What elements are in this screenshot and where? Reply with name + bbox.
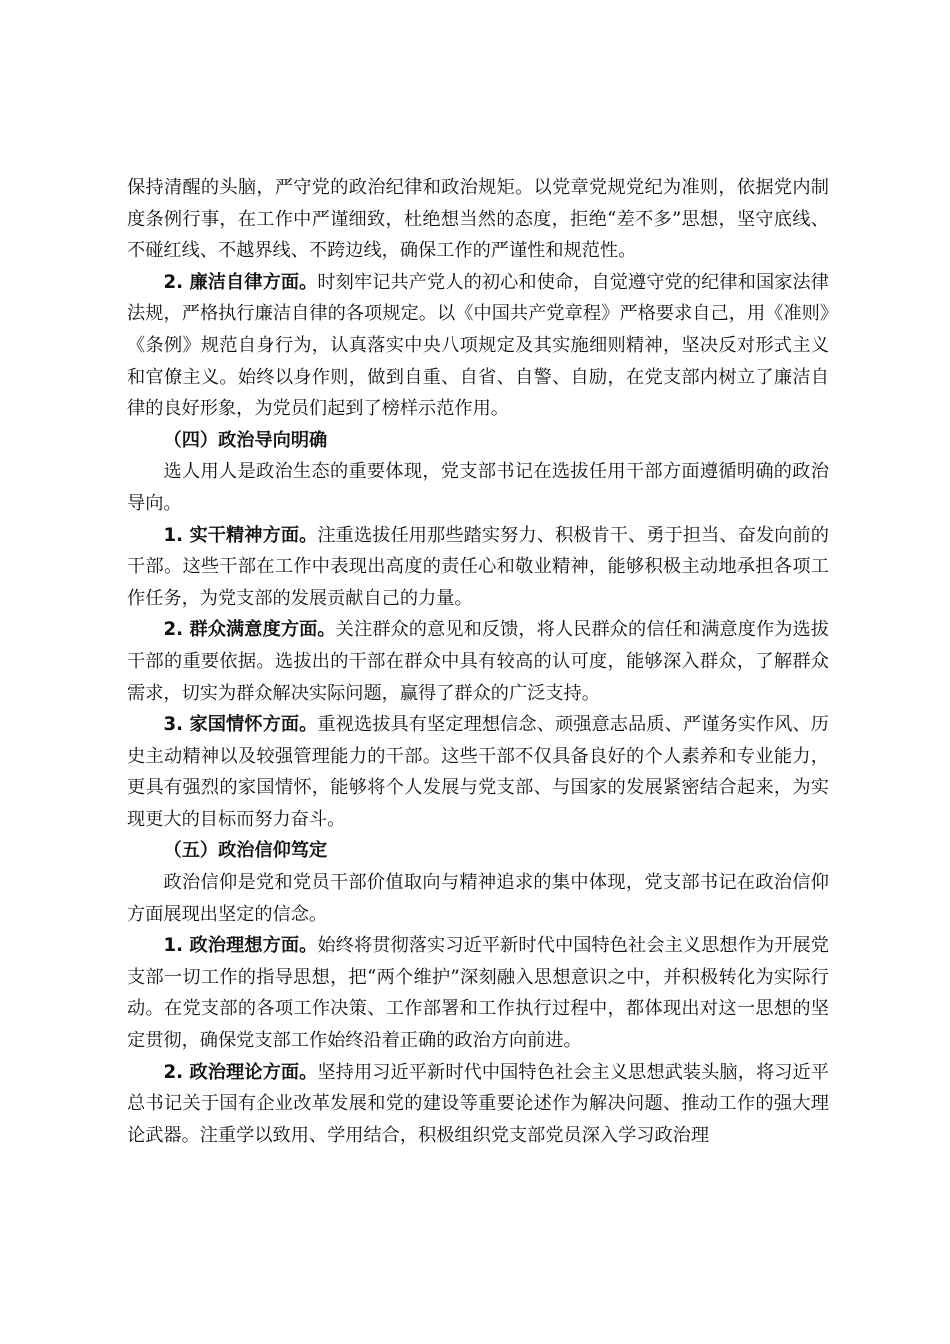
paragraph-lead: 2. 廉洁自律方面。 — [163, 271, 318, 293]
paragraph-integrity — [127, 267, 829, 425]
paragraph-public-satisfaction — [127, 614, 829, 709]
paragraph-lead: 2. 群众满意度方面。 — [163, 619, 336, 641]
paragraph-lead: 1. 政治理想方面。 — [163, 935, 318, 957]
paragraph-continued: 保持清醒的头脑，严守党的政治纪律和政治规矩。以党章党规党纪为准则，依据党内制度条例行事，在工作中严谨细致，杜绝想当然的态度，拒绝“差不多”思想，坚守底线、不碰红线、不越界线、不跨边线，确保工作的严谨性和规范性。 — [127, 177, 829, 262]
section-heading-5: （五）政治信仰笃定 — [163, 840, 328, 862]
paragraph-patriotism — [127, 709, 829, 835]
paragraph-text: 注重选拔任用那些踏实努力、积极肯干、勇于担当、奋发向前的干部。这些干部在工作中表现出高度的责任心和敬业精神，能够积极主动地承担各项工作任务，为党支部的发展贡献自己的力量。 — [127, 524, 829, 609]
paragraph-text: 始终将贯彻落实习近平新时代中国特色社会主义思想作为开展党支部一切工作的指导思想，把“两个维护”深刻融入思想意识之中，并积极转化为实际行动。在党支部的各项工作决策、工作部署和工作执行过程中，都体现出对这一思想的坚定贯彻，确保党支部工作始终沿着正确的政治方向前进。 — [127, 935, 829, 1052]
paragraph-text: 关注群众的意见和反馈，将人民群众的信任和满意度作为选拔干部的重要依据。选拔出的干部在群众中具有较高的认可度，能够深入群众，了解群众需求，切实为群众解决实际问题，赢得了群众的广泛支持。 — [127, 619, 829, 704]
paragraph-text: 重视选拔具有坚定理想信念、顽强意志品质、严谨务实作风、历史主动精神以及较强管理能力的干部。这些干部不仅具备良好的个人素养和专业能力，更具有强烈的家国情怀，能够将个人发展与党支部、与国家的发展紧密结合起来，为实现更大的目标而努力奋斗。 — [127, 714, 829, 830]
paragraph-intro-5: 政治信仰是党和党员干部价值取向与精神追求的集中体现，党支部书记在政治信仰方面展现出坚定的信念。 — [127, 872, 829, 925]
paragraph-lead: 3. 家国情怀方面。 — [163, 714, 318, 736]
paragraph-intro-4: 选人用人是政治生态的重要体现，党支部书记在选拔任用干部方面遵循明确的政治导向。 — [127, 461, 829, 514]
paragraph-lead: 1. 实干精神方面。 — [163, 524, 318, 546]
paragraph-practical-spirit — [127, 520, 829, 615]
paragraph-text: 坚持用习近平新时代中国特色社会主义思想武装头脑，将习近平总书记关于国有企业改革发展和党的建设等重要论述作为解决问题、推动工作的强大理论武器。注重学以致用、学用结合，积极组织党支部党员深入学习政治理 — [127, 1061, 829, 1146]
document-body — [127, 172, 829, 1151]
paragraph-political-theory — [127, 1057, 829, 1152]
paragraph-text: 时刻牢记共产党人的初心和使命，自觉遵守党的纪律和国家法律法规，严格执行廉洁自律的各项规定。以《中国共产党章程》严格要求自己，用《准则》《条例》规范自身行为，认真落实中央八项规定及其实施细则精神，坚决反对形式主义和官僚主义。始终以身作则，做到自重、自省、自警、自励，在党支部内树立了廉洁自律的良好形象，为党员们起到了榜样示范作用。 — [127, 271, 829, 420]
paragraph-political-ideal — [127, 930, 829, 1056]
section-heading-4: （四）政治导向明确 — [163, 429, 328, 451]
paragraph-lead: 2. 政治理论方面。 — [163, 1061, 318, 1083]
